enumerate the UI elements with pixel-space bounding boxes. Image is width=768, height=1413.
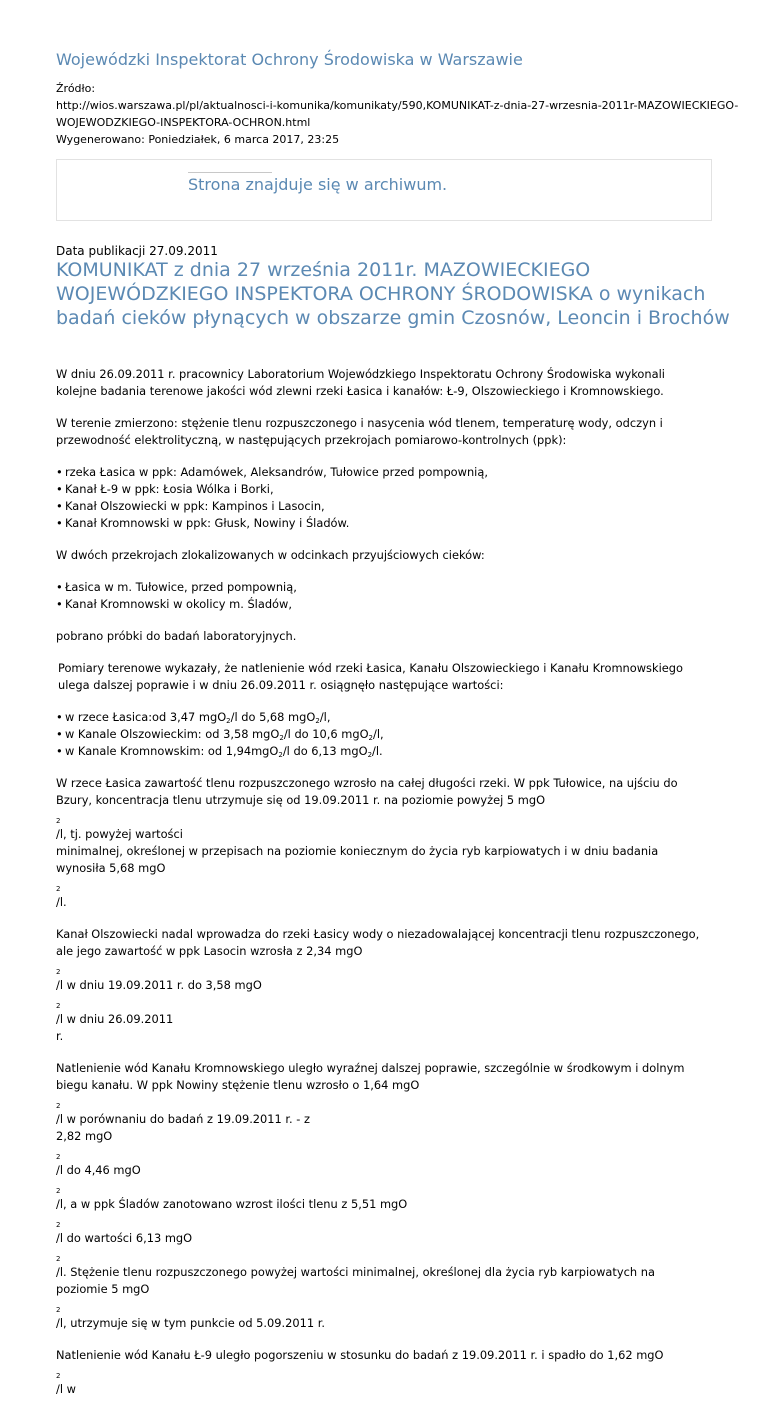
source-url-cont[interactable] xyxy=(56,114,756,131)
paragraph-samples xyxy=(56,628,726,645)
source-url[interactable] xyxy=(56,97,756,114)
generated-date: Wygenerowano: Poniedziałek, 6 marca 2017, 23:25 xyxy=(56,133,340,146)
text-line: Pomiary terenowe wykazały, że natlenienie wód rzeki Łasica, Kanału Olszowieckiego i Kanału Kromnowskiego xyxy=(58,661,683,675)
text-line: Bzury, koncentracja tlenu utrzymuje się od 19.09.2011 r. na poziomie powyżej 5 mgO $_2$ /l, tj. powyżej wartości xyxy=(56,793,546,841)
text-line: Kanał Olszowiecki nadal wprowadza do rzeki Łasicy wody o niezadowalającej koncentracji tlenu rozpuszczonego, xyxy=(56,927,700,941)
text-line: W dniu 26.09.2011 r. pracownicy Laboratorium Wojewódzkiego Inspektoratu Ochrony Środowiska wykonali xyxy=(56,367,665,381)
paragraph-intro xyxy=(56,366,726,400)
site-title: Wojewódzki Inspektorat Ochrony Środowiska w Warszawie xyxy=(56,50,523,69)
sampling-list xyxy=(56,579,726,613)
archive-notice-box xyxy=(56,159,712,221)
publication-date: Data publikacji 27.09.2011 xyxy=(56,244,218,258)
text-line: 2,82 mgO $_2$ /l do 4,46 mgO $_2$ /l, a w ppk Śladów zanotowano wzrost ilości tlenu z 5,51 mgO $_2$ /l do wartości 6,13 mgO $_2$ xyxy=(56,1129,408,1263)
archive-divider xyxy=(188,172,272,173)
list-item: • Kanał Kromnowski w okolicy m. Śladów, xyxy=(56,596,726,613)
list-item: • w rzece Łasica:od 3,47 mgO$_2$/l do 5,68 mgO$_2$/l, xyxy=(56,709,726,726)
list-item: • Kanał Kromnowski w ppk: Głusk, Nowiny i Śladów. xyxy=(56,515,726,532)
article-title xyxy=(56,258,736,330)
text-line: W dwóch przekrojach zlokalizowanych w odcinkach przyujściowych cieków: xyxy=(56,548,485,562)
list-item: • Łasica w m. Tułowice, przed pompownią, xyxy=(56,579,726,596)
text-line: W terenie zmierzono: stężenie tlenu rozpuszczonego i nasycenia wód tlenem, temperaturę wody, odczyn i xyxy=(56,416,663,430)
paragraph-olszowiecki xyxy=(56,926,726,1045)
title-line: badań cieków płynących w obszarze gmin Czosnów, Leoncin i Brochów xyxy=(56,307,730,329)
list-item: • rzeka Łasica w ppk: Adamówek, Aleksandrów, Tułowice przed pompownią, xyxy=(56,464,726,481)
text-line: przewodność elektrolityczną, w następujących przekrojach pomiarowo-kontrolnych (ppk): xyxy=(56,433,567,447)
list-item: • w Kanale Olszowieckim: od 3,58 mgO$_2$/l do 10,6 mgO$_2$/l, xyxy=(56,726,726,743)
text-line: Natlenienie wód Kanału Ł-9 uległo pogorszeniu w stosunku do badań z 19.09.2011 r. i spadło do 1,62 mgO $_2$ /l w xyxy=(56,1348,664,1396)
text-line: biegu kanału. W ppk Nowiny stężenie tlenu wzrosło o 1,64 mgO $_2$ /l w porównaniu do badań z 19.09.2011 r. - z xyxy=(56,1078,420,1126)
paragraph-lasica xyxy=(56,775,726,911)
source-url-line2[interactable]: WOJEWODZKIEGO-INSPEKTORA-OCHRON.html xyxy=(56,116,311,129)
ppk-list xyxy=(56,464,726,532)
source-info xyxy=(56,80,756,148)
title-line: WOJEWÓDZKIEGO INSPEKTORA OCHRONY ŚRODOWISKA o wynikach xyxy=(56,283,706,305)
paragraph-sections xyxy=(56,547,726,564)
text-line: r. xyxy=(56,1029,64,1043)
list-item: • Kanał Ł-9 w ppk: Łosia Wólka i Borki, xyxy=(56,481,726,498)
title-line: KOMUNIKAT z dnia 27 września 2011r. MAZOWIECKIEGO xyxy=(56,259,591,281)
text-line: ale jego zawartość w ppk Lasocin wzrosła z 2,34 mgO $_2$ /l w dniu 19.09.2011 r. do 3,58 mgO $_2$ /l w dniu 26.09.2011 xyxy=(56,944,363,1026)
paragraph-results xyxy=(56,660,726,694)
text-line: W rzece Łasica zawartość tlenu rozpuszczonego wzrosło na całej długości rzeki. W ppk Tułowice, na ujściu do xyxy=(56,776,678,790)
source-url-line1[interactable]: http://wios.warszawa.pl/pl/aktualnosci-i-komunika/komunikaty/590,KOMUNIKAT-z-dnia-27-wrzesnia-2011r-MAZOWIECKIEGO- xyxy=(56,99,739,112)
text-line: wynosiła 5,68 mgO $_2$ /l. xyxy=(56,861,166,909)
paragraph-kromnowski xyxy=(56,1060,726,1332)
text-line: poziomie 5 mgO $_2$ /l, utrzymuje się w tym punkcie od 5.09.2011 r. xyxy=(56,1282,326,1330)
text-line: ulega dalszej poprawie i w dniu 26.09.2011 r. osiągnęło następujące wartości: xyxy=(58,678,504,692)
text-line: Natlenienie wód Kanału Kromnowskiego uległo wyraźnej dalszej poprawie, szczególnie w środkowym i dolnym xyxy=(56,1061,685,1075)
oxygen-values-list xyxy=(56,709,726,760)
text-line: /l. Stężenie tlenu rozpuszczonego powyżej wartości minimalnej, określonej dla życia ryb karpiowatych na xyxy=(56,1265,655,1279)
list-item: • w Kanale Kromnowskim: od 1,94mgO$_2$/l do 6,13 mgO$_2$/l. xyxy=(56,743,726,760)
list-item: • Kanał Olszowiecki w ppk: Kampinos i Lasocin, xyxy=(56,498,726,515)
text-line: minimalnej, określonej w przepisach na poziomie koniecznym do życia ryb karpiowatych i w dniu badania xyxy=(56,844,659,858)
paragraph-measurements xyxy=(56,415,726,449)
archive-notice: Strona znajduje się w archiwum. xyxy=(188,175,448,194)
text-line: pobrano próbki do badań laboratoryjnych. xyxy=(56,629,297,643)
article-body xyxy=(56,366,726,1413)
text-line: kolejne badania terenowe jakości wód zlewni rzeki Łasica i kanałów: Ł-9, Olszowieckiego i Kromnowskiego. xyxy=(56,384,664,398)
paragraph-l9 xyxy=(56,1347,726,1398)
source-label: Źródło: xyxy=(56,82,96,95)
